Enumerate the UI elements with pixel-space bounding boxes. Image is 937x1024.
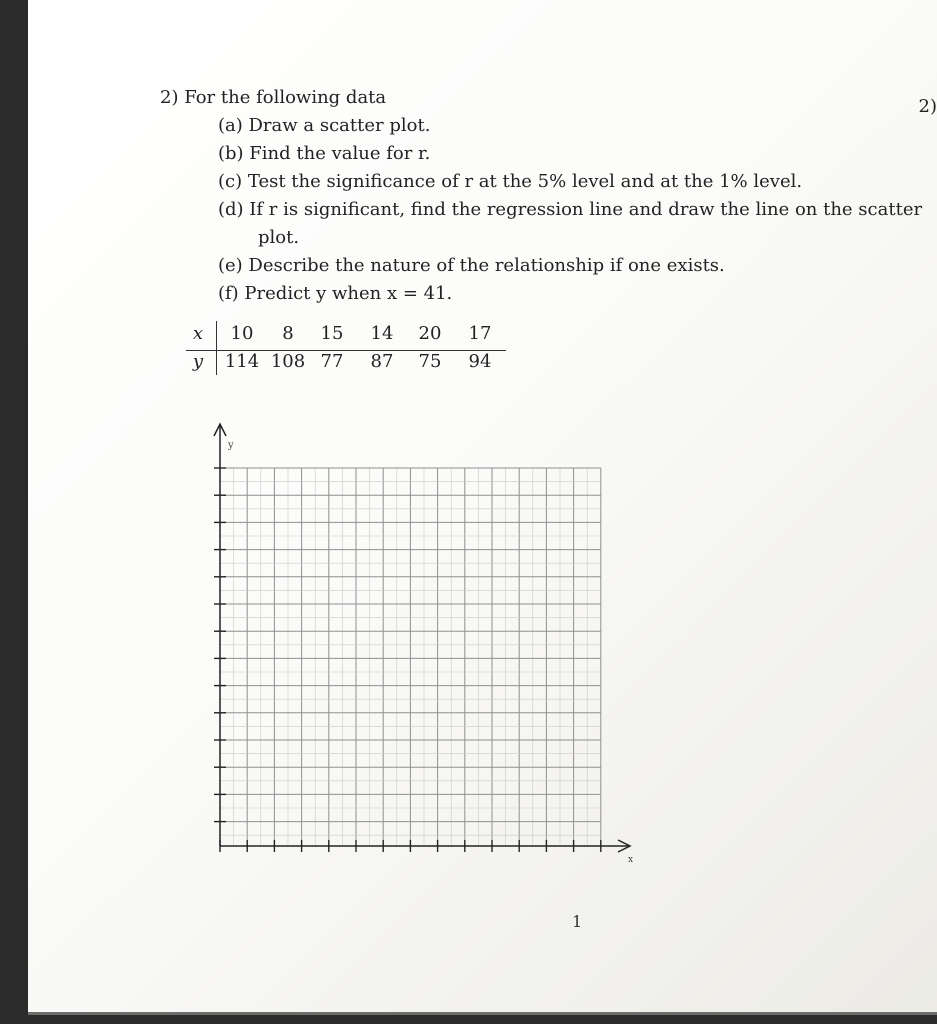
part-d: (d) If r is significant, find the regression line and draw the line on the scatter — [218, 199, 923, 220]
y-value: 77 — [320, 351, 344, 372]
part-e: (e) Describe the nature of the relationship if one exists. — [218, 255, 725, 276]
x-value: 14 — [370, 323, 394, 344]
part-d-continued: plot. — [258, 227, 300, 248]
question-block — [160, 84, 923, 308]
next-page-question-number: 2) — [918, 96, 937, 117]
y-value: 94 — [468, 351, 492, 372]
part-b: (b) Find the value for r. — [218, 143, 431, 164]
x-value: 17 — [468, 323, 492, 344]
y-value: 108 — [270, 351, 306, 372]
blank-graph-grid[interactable] — [210, 418, 650, 878]
part-f: (f) Predict y when x = 41. — [218, 283, 453, 304]
y-axis-label: y — [228, 440, 234, 451]
axes — [214, 424, 630, 852]
y-value: 87 — [370, 351, 394, 372]
table-divider-horizontal — [186, 350, 506, 351]
x-value: 20 — [418, 323, 442, 344]
x-row-label: x — [192, 323, 204, 344]
y-value: 114 — [224, 351, 260, 372]
grid-lines — [220, 468, 601, 846]
part-c: (c) Test the significance of r at the 5% level and at the 1% level. — [218, 171, 803, 192]
page-edge — [28, 1012, 937, 1015]
x-value: 10 — [230, 323, 254, 344]
part-a: (a) Draw a scatter plot. — [218, 115, 431, 136]
table-divider-vertical — [216, 321, 217, 375]
y-value: 75 — [418, 351, 442, 372]
x-value: 15 — [320, 323, 344, 344]
question-header: 2) For the following data — [160, 87, 387, 108]
x-axis-label: x — [628, 855, 634, 865]
y-row-label: y — [192, 351, 204, 372]
x-value: 8 — [282, 323, 294, 344]
page-number: 1 — [572, 912, 583, 931]
